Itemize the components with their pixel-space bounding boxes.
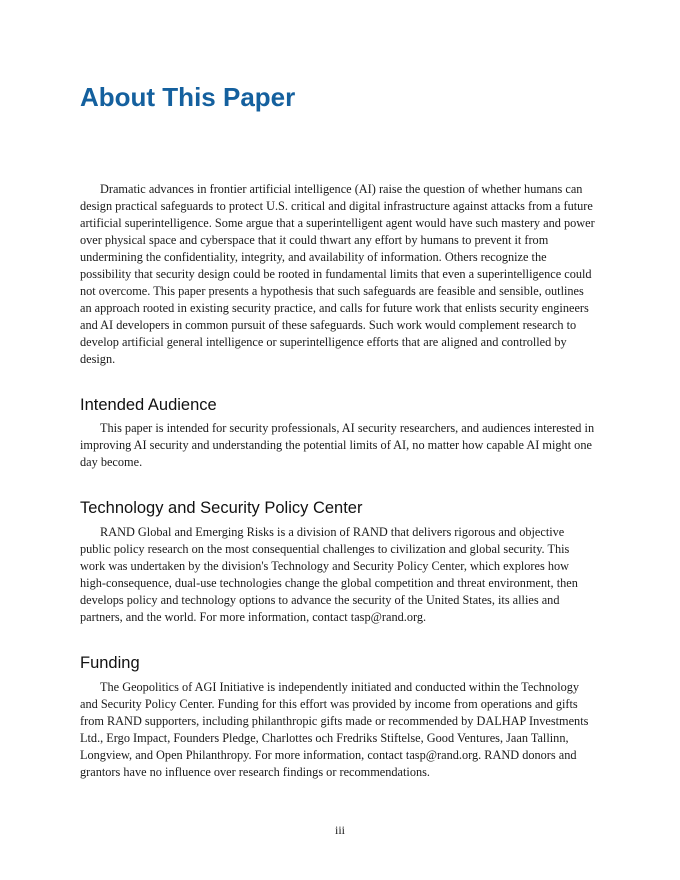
policy-center-paragraph: RAND Global and Emerging Risks is a division of RAND that delivers rigorous and objective public policy research on the most consequential challenges to civilization and global security. This work was undertaken by the division's Technology and Security Policy Center, which explores how high-consequence, dual-use technologies change the global competition and threat environment, then develops policy and technology options to advance the security of the United States, its allies and partners, and the world. For more information, contact tasp@rand.org.: [80, 525, 578, 624]
policy-center-heading: Technology and Security Policy Center: [80, 499, 363, 517]
funding-paragraph: The Geopolitics of AGI Initiative is independently initiated and conducted within the Technology and Security Policy Center. Funding for this effort was provided by income from operations and gifts from RAND supporters, including philanthropic gifts made or recommended by DALHAP Investments Ltd., Ergo Impact, Founders Pledge, Charlottes och Fredriks Stiftelse, Good Ventures, Jaan Tallinn, Longview, and Open Philanthropy. For more information, contact tasp@rand.org. RAND donors and grantors have no influence over research findings or recommendations.: [80, 680, 589, 779]
intended-audience-heading: Intended Audience: [80, 396, 217, 414]
intended-audience-paragraph: This paper is intended for security professionals, AI security researchers, and audiences interested in improving AI security and understanding the potential limits of AI, no matter how capable AI might one day become.: [80, 421, 595, 469]
page-number: iii: [334, 823, 345, 837]
intro-paragraph: Dramatic advances in frontier artificial intelligence (AI) raise the question of whether humans can design practical safeguards to protect U.S. critical and digital infrastructure against attacks from a future artificial superintelligence. Some argue that a superintelligent agent would have such mastery and power over physical space and cyberspace that it could thwart any effort by humans to prevent it from undermining the confidentiality, integrity, and availability of information. Others recognize the possibility that security design could be rooted in fundamental limits that even a superintelligence could not overcome. This paper presents a hypothesis that such safeguards are feasible and sensible, outlines an approach rooted in existing security practice, and calls for future work that enlists security engineers and AI developers in common pursuit of these safeguards. Such work would complement research to develop artificial general intelligence or superintelligence efforts that are aligned and controlled by design.: [80, 182, 595, 366]
document-body: [80, 181, 597, 781]
funding-heading: Funding: [80, 654, 140, 672]
page-title: About This Paper: [80, 82, 296, 112]
